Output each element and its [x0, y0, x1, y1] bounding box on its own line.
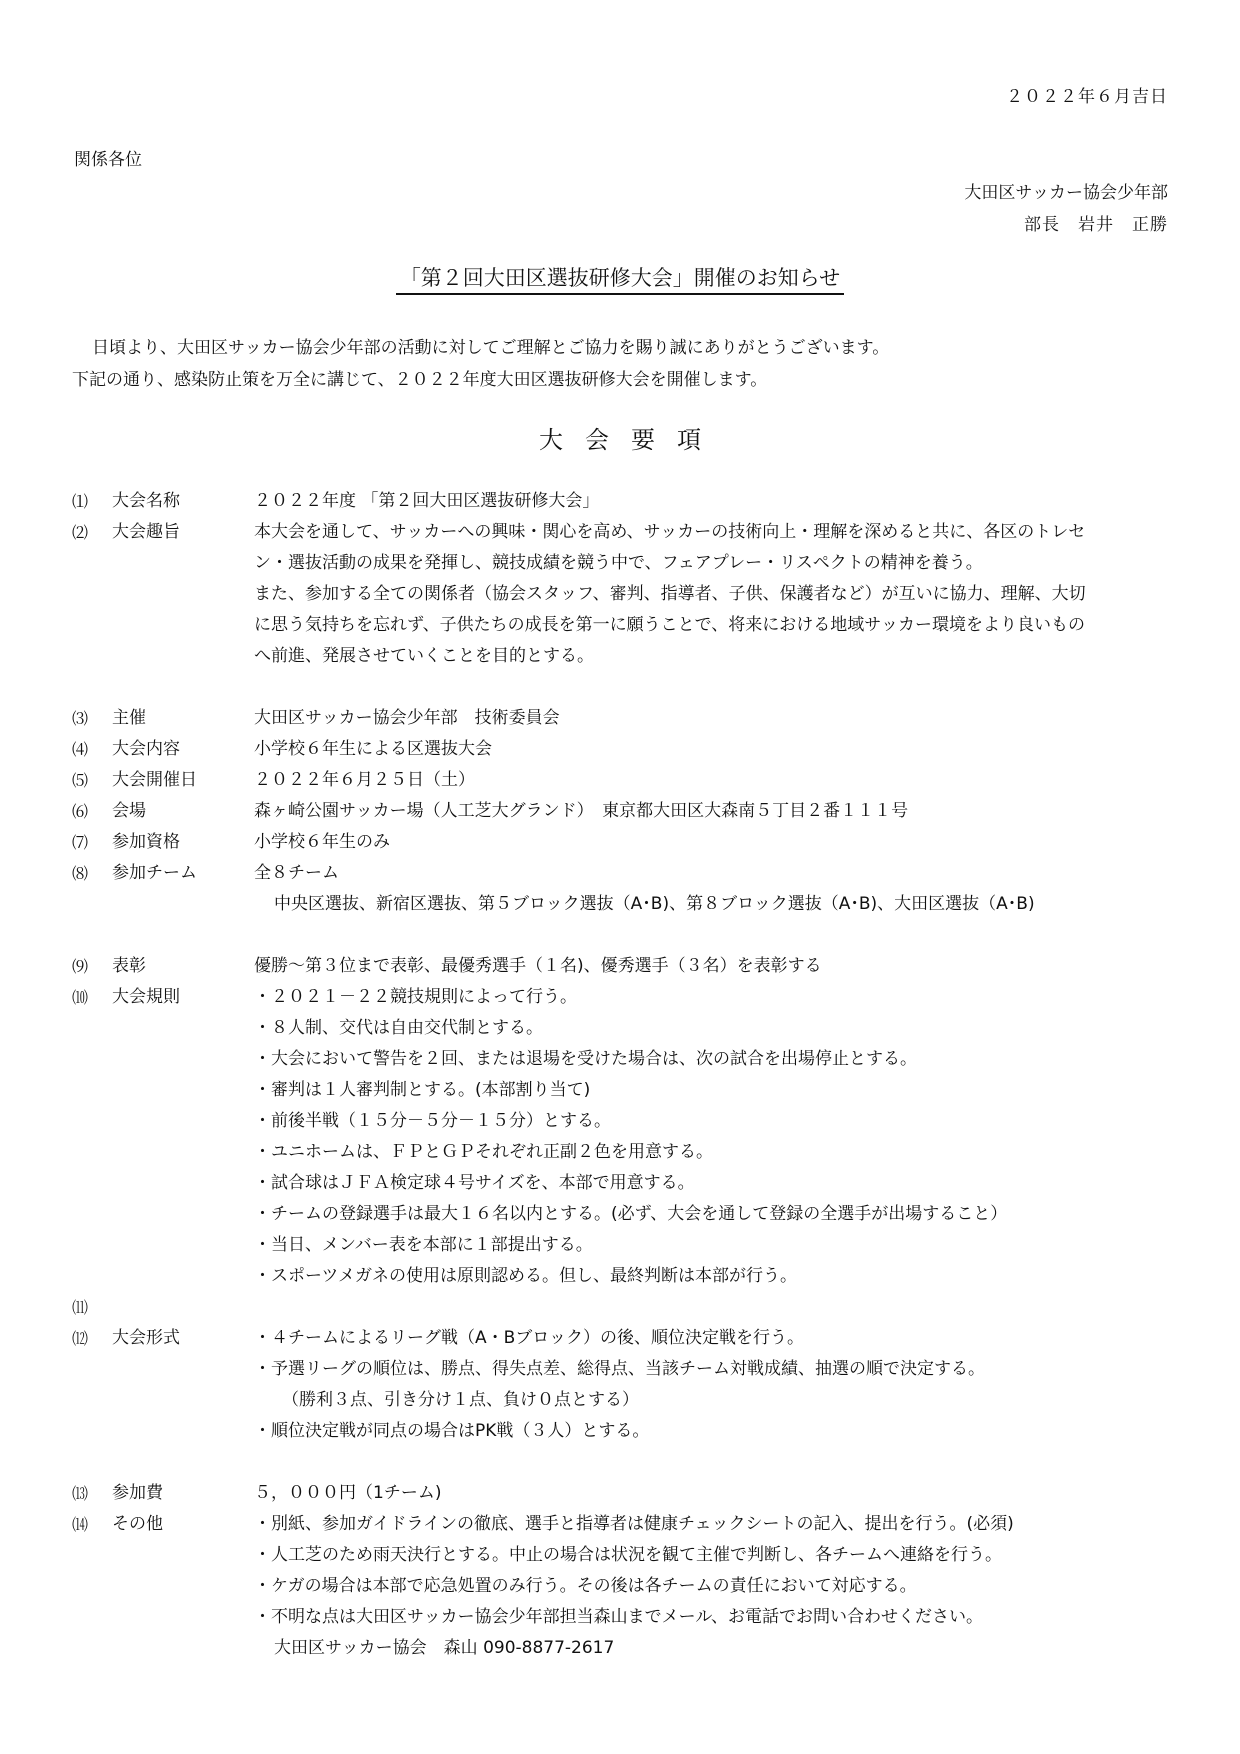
item-number: ⑾ [72, 1298, 89, 1317]
intro-line-2: 下記の通り、感染防止策を万全に講じて、２０２２年度大田区選抜研修大会を開催します。 [72, 370, 768, 390]
item-text: ・４チームによるリーグ戦（A・Bブロック）の後、順位決定戦を行う。 [254, 1328, 804, 1348]
item-number: ⑽ [72, 988, 89, 1007]
document-title [0, 262, 1240, 292]
item-text: 小学校６年生のみ [254, 832, 390, 852]
item-number: ⑿ [72, 1329, 89, 1348]
item-text: ２０２２年度 「第２回大田区選抜研修大会」 [254, 491, 600, 511]
item-text: ・前後半戦（１５分－５分－１５分）とする。 [254, 1111, 611, 1131]
item-label: 大会趣旨 [112, 522, 180, 542]
item-text: 小学校６年生による区選抜大会 [254, 739, 492, 759]
item-other [72, 1509, 1172, 1664]
item-text: ・試合球はＪＦＡ検定球４号サイズを、本部で用意する。 [254, 1173, 695, 1193]
item-text: ・２０２１－２２競技規則によって行う。 [254, 987, 577, 1007]
document-title-text: 「第２回大田区選抜研修大会」開催のお知らせ [396, 266, 844, 295]
sender-name: 部長 岩井 正勝 [1024, 215, 1168, 235]
item-tournament-name [72, 486, 1172, 517]
item-text: ２０２２年６月２５日（土） [254, 770, 475, 790]
item-text: ・チームの登録選手は最大１６名以内とする。(必ず、大会を通して登録の全選手が出場すること） [254, 1204, 1008, 1224]
item-text: ・８人制、交代は自由交代制とする。 [254, 1018, 543, 1038]
item-text: ・ケガの場合は本部で応急処置のみ行う。その後は各チームの責任において対応する。 [254, 1576, 917, 1596]
item-text: 本大会を通して、サッカーへの興味・関心を高め、サッカーの技術向上・理解を深めると共に、各区のトレセ [254, 522, 1086, 542]
item-text: ・別紙、参加ガイドラインの徹底、選手と指導者は健康チェックシートの記入、提出を行う。(必須) [254, 1514, 1014, 1534]
issue-date: ２０２２年６月吉日 [1006, 87, 1168, 107]
item-label: その他 [112, 1514, 163, 1534]
item-label: 参加チーム [112, 863, 197, 883]
item-text: ５，０００円（1チーム) [254, 1483, 442, 1503]
item-text: ・人工芝のため雨天決行とする。中止の場合は状況を観て主催で判断し、各チームへ連絡を行う。 [254, 1545, 1002, 1565]
item-purpose [72, 517, 1172, 672]
item-text: （勝利３点、引き分け１点、負け０点とする） [282, 1390, 639, 1410]
addressee: 関係各位 [74, 150, 142, 170]
section-heading: 大会要項 [539, 426, 723, 454]
item-number: ⑷ [72, 740, 89, 759]
item-text: ・審判は１人審判制とする。(本部割り当て) [254, 1080, 591, 1100]
item-text: ・不明な点は大田区サッカー協会少年部担当森山までメール、お電話でお問い合わせください。 [254, 1607, 983, 1627]
item-organizer [72, 703, 1172, 734]
item-label: 参加資格 [112, 832, 180, 852]
item-label: 大会名称 [112, 491, 180, 511]
sender-organization: 大田区サッカー協会少年部 [964, 183, 1168, 203]
item-text: ・ユニホームは、ＦＰとＧＰそれぞれ正副２色を用意する。 [254, 1142, 713, 1162]
item-text: 全８チーム [254, 863, 339, 883]
item-label: 会場 [112, 801, 146, 821]
item-text: 森ヶ崎公園サッカー場（人工芝大グランド） 東京都大田区大森南５丁目２番１１１号 [254, 801, 909, 821]
item-label: 表彰 [112, 956, 146, 976]
item-text: ン・選抜活動の成果を発揮し、競技成績を競う中で、フェアプレー・リスペクトの精神を養う。 [254, 553, 983, 573]
item-text: 優勝〜第３位まで表彰、最優秀選手（１名)、優秀選手（３名）を表彰する [254, 956, 822, 976]
item-number: ⑶ [72, 709, 89, 728]
requirements-list [72, 486, 1172, 1664]
item-text: 中央区選抜、新宿区選抜、第５ブロック選抜（A･B)、第８ブロック選抜（A･B)、大田区選抜（A･B) [274, 894, 1035, 914]
item-text: ・予選リーグの順位は、勝点、得失点差、総得点、当該チーム対戦成績、抽選の順で決定する。 [254, 1359, 985, 1379]
item-number: ⒁ [72, 1515, 89, 1534]
item-teams [72, 858, 1172, 920]
item-number: ⑼ [72, 957, 89, 976]
item-text: 大田区サッカー協会少年部 技術委員会 [254, 708, 560, 728]
item-label: 参加費 [112, 1483, 163, 1503]
item-text: ・スポーツメガネの使用は原則認める。但し、最終判断は本部が行う。 [254, 1266, 797, 1286]
item-format [72, 1323, 1172, 1447]
contact-info: 大田区サッカー協会 森山 090-8877-2617 [274, 1638, 615, 1658]
item-number: ⑴ [72, 492, 89, 511]
item-venue [72, 796, 1172, 827]
item-label: 主催 [112, 708, 146, 728]
item-number: ⑺ [72, 833, 89, 852]
item-text: また、参加する全ての関係者（協会スタッフ、審判、指導者、子供、保護者など）が互いに協力、理解、大切 [254, 584, 1086, 604]
item-empty [72, 1292, 1172, 1323]
item-number: ⑵ [72, 523, 89, 542]
item-date [72, 765, 1172, 796]
item-number: ⒀ [72, 1484, 89, 1503]
item-text: へ前進、発展させていくことを目的とする。 [254, 646, 594, 666]
item-label: 大会開催日 [112, 770, 197, 790]
item-content [72, 734, 1172, 765]
item-label: 大会形式 [112, 1328, 180, 1348]
item-number: ⑻ [72, 864, 89, 883]
item-label: 大会規則 [112, 987, 180, 1007]
item-number: ⑹ [72, 802, 89, 821]
item-text: ・順位決定戦が同点の場合はPK戦（３人）とする。 [254, 1421, 650, 1441]
item-text: ・大会において警告を２回、または退場を受けた場合は、次の試合を出場停止とする。 [254, 1049, 917, 1069]
item-fee [72, 1478, 1172, 1509]
item-rules [72, 982, 1172, 1292]
item-number: ⑸ [72, 771, 89, 790]
item-text: に思う気持ちを忘れず、子供たちの成長を第一に願うことで、将来における地域サッカー環境をより良いもの [254, 615, 1085, 635]
intro-line-1: 日頃より、大田区サッカー協会少年部の活動に対してご理解とご協力を賜り誠にありがとうございます。 [92, 338, 890, 358]
item-text: ・当日、メンバー表を本部に１部提出する。 [254, 1235, 593, 1255]
item-eligibility [72, 827, 1172, 858]
item-label: 大会内容 [112, 739, 180, 759]
item-awards [72, 951, 1172, 982]
